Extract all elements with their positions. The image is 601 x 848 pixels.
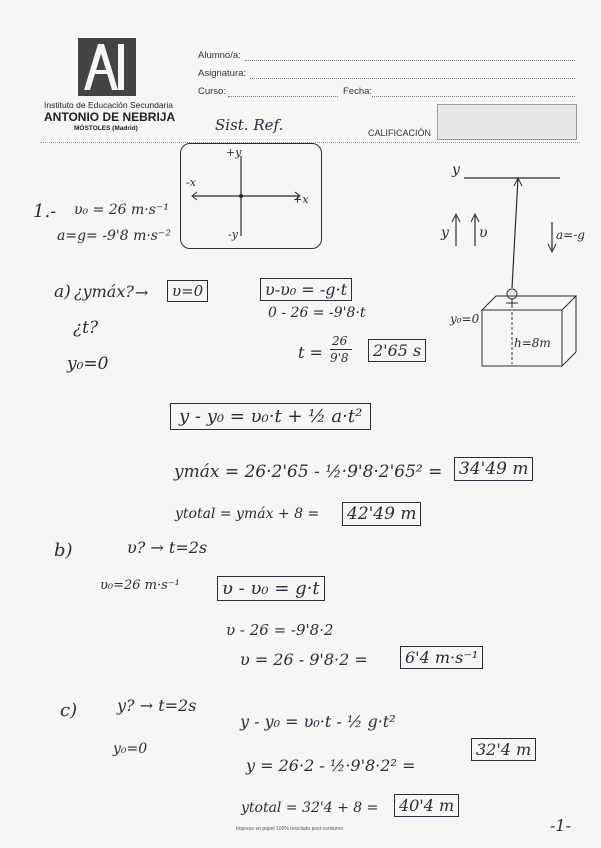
position-eq-box: y - y₀ = υ₀·t + ½ a·t²: [170, 403, 371, 430]
frac-den: 9'8: [330, 351, 349, 365]
velocity-eq-box: υ-υ₀ = -g·t: [260, 278, 352, 301]
c-y0: y₀=0: [113, 741, 148, 757]
minus-y: -y: [228, 228, 238, 241]
school-name: ANTONIO DE NEBRIJA: [44, 110, 176, 124]
t-eq: t =: [298, 343, 323, 362]
v-zero-box: υ=0: [167, 280, 208, 302]
velocity-sub: 0 - 26 = -9'8·t: [268, 305, 366, 321]
y0-sketch-label: y₀=0: [450, 312, 480, 326]
frac-num: 26: [332, 334, 348, 348]
b-eq-box: υ - υ₀ = g·t: [217, 576, 325, 601]
school-logo: [78, 38, 136, 96]
curso-line: [228, 96, 338, 97]
recycled-note: Impreso en papel 100% reciclado post-consumo: [236, 826, 344, 832]
a-arrow: →: [135, 283, 149, 302]
part-a-label: a): [54, 282, 71, 302]
v0-data: υ₀ = 26 m·s⁻¹: [74, 202, 169, 218]
a-arrow-label: a=-g: [556, 228, 585, 242]
part-c-label: c): [60, 700, 78, 721]
right-y-label: y: [452, 162, 460, 178]
cliff-sketch: [420, 160, 590, 380]
y-arrow-label: y: [441, 225, 449, 241]
asignatura-label: Asignatura:: [198, 68, 247, 79]
alumno-line: [245, 60, 575, 61]
a-data: a=g= -9'8 m·s⁻²: [57, 228, 171, 244]
t-result-box: 2'65 s: [368, 339, 426, 362]
school-line1: Instituto de Educación Secundaria: [44, 100, 174, 110]
ref-title: Sist. Ref.: [215, 116, 284, 134]
school-city: MÓSTOLES (Madrid): [74, 125, 138, 132]
problem-number: 1.-: [33, 201, 57, 222]
fecha-label: Fecha:: [343, 86, 373, 97]
b-sub: υ - 26 = -9'8·2: [226, 621, 334, 639]
calificacion-label: CALIFICACIÓN: [368, 128, 432, 138]
ymax-result-box: 34'49 m: [454, 457, 533, 481]
asignatura-line: [250, 78, 575, 79]
c-question: y? → t=2s: [117, 696, 197, 715]
frac-bar: [330, 349, 352, 350]
t-question: ¿t?: [73, 318, 99, 338]
curso-label: Curso:: [198, 86, 226, 97]
minus-x: -x: [186, 176, 196, 189]
c-eq1: y - y₀ = υ₀·t - ½ g·t²: [240, 712, 396, 731]
fecha-line: [372, 96, 575, 97]
ytotal-result-box: 42'49 m: [342, 502, 421, 526]
page-number: -1-: [550, 816, 571, 835]
grade-box: [437, 104, 577, 140]
b-result-box: 6'4 m·s⁻¹: [400, 646, 483, 669]
alumno-label: Alumno/a:: [198, 50, 241, 61]
h-label: h=8m: [514, 336, 551, 350]
b-question: υ? → t=2s: [127, 538, 208, 557]
b-eq3: υ = 26 - 9'8·2 =: [240, 650, 368, 669]
v-arrow-label: υ: [479, 225, 488, 241]
b-v0: υ₀=26 m·s⁻¹: [100, 578, 180, 593]
c-total-result-box: 40'4 m: [394, 794, 459, 817]
ymax-question: ¿ymáx?: [74, 282, 134, 301]
c-result-box: 32'4 m: [471, 738, 536, 761]
ymax-eq: ymáx = 26·2'65 - ½·9'8·2'65² =: [174, 462, 443, 482]
part-b-label: b): [54, 540, 73, 561]
plus-y: +y: [226, 146, 242, 159]
ytotal-eq: ytotal = ymáx + 8 =: [175, 506, 320, 522]
c-eq2: y = 26·2 - ½·9'8·2² =: [246, 756, 416, 775]
plus-x: +x: [293, 193, 309, 206]
c-total-eq: ytotal = 32'4 + 8 =: [241, 800, 379, 816]
y0-a: y₀=0: [67, 354, 109, 374]
